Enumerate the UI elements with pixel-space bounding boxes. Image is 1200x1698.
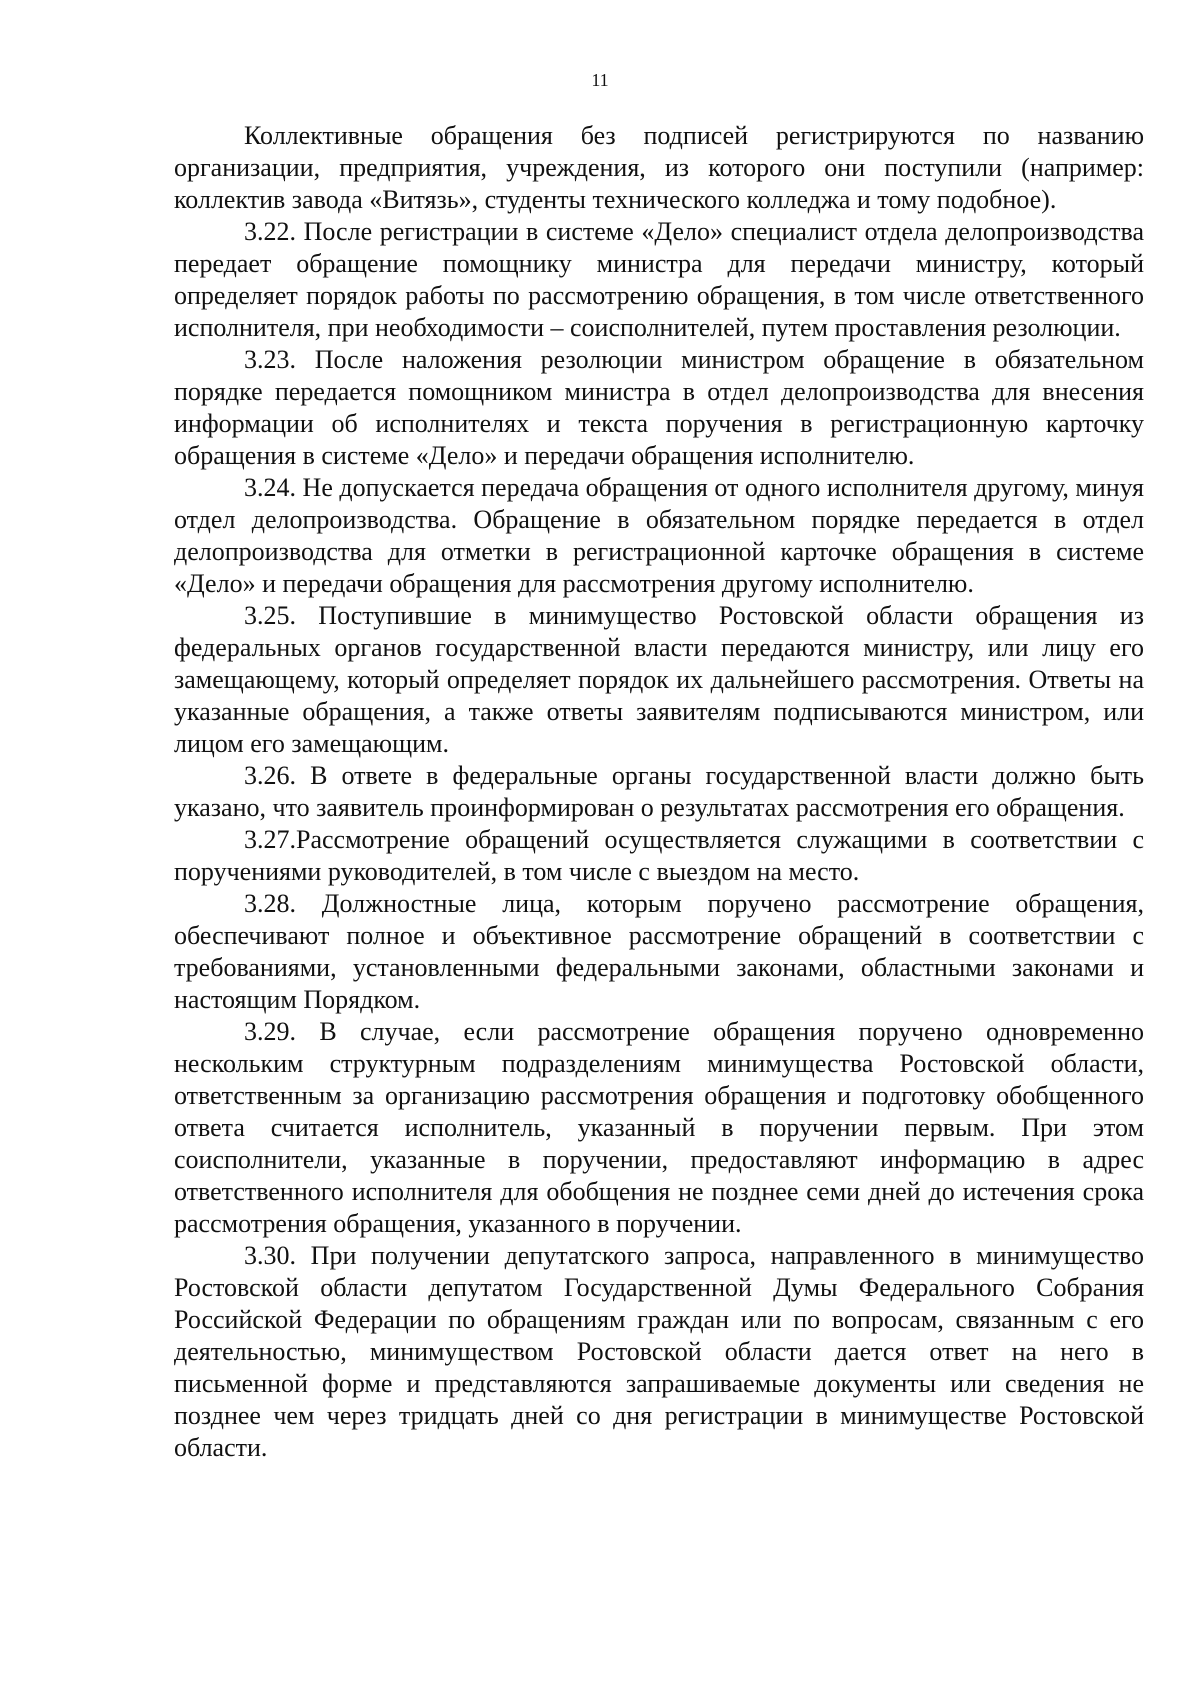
paragraph-collective-appeals: Коллективные обращения без подписей регистрируются по названию организации, предприятия, учреждения, из которого они поступили (например: коллектив завода «Витязь», студенты технического колледжа и тому подобное).	[174, 121, 1144, 214]
document-body	[174, 120, 1144, 1464]
paragraph-3-24: 3.24. Не допускается передача обращения от одного исполнителя другому, минуя отдел делопроизводства. Обращение в обязательном порядке передается в отдел делопроизводства для отметки в регистрационной карточке обращения в системе «Дело» и передачи обращения для рассмотрения другому исполнителю.	[174, 473, 1144, 598]
paragraph-3-25: 3.25. Поступившие в минимущество Ростовской области обращения из федеральных органов государственной власти передаются министру, или лицу его замещающему, который определяет порядок их дальнейшего рассмотрения. Ответы на указанные обращения, а также ответы заявителям подписываются министром, или лицом его замещающим.	[174, 601, 1144, 758]
page-number: 11	[591, 70, 609, 90]
paragraph-3-28: 3.28. Должностные лица, которым поручено рассмотрение обращения, обеспечивают полное и объективное рассмотрение обращений в соответствии с требованиями, установленными федеральными законами, областными законами и настоящим Порядком.	[174, 889, 1144, 1014]
paragraph-3-27: 3.27.Рассмотрение обращений осуществляется служащими в соответствии с поручениями руководителей, в том числе с выездом на место.	[174, 825, 1144, 886]
paragraph-3-30: 3.30. При получении депутатского запроса, направленного в минимущество Ростовской области депутатом Государственной Думы Федерального Собрания Российской Федерации по обращениям граждан или по вопросам, связанным с его деятельностью, минимуществом Ростовской области дается ответ на него в письменной форме и представляются запрашиваемые документы или сведения не позднее чем через тридцать дней со дня регистрации в минимуществе Ростовской области.	[174, 1241, 1144, 1462]
paragraph-3-26: 3.26. В ответе в федеральные органы государственной власти должно быть указано, что заявитель проинформирован о результатах рассмотрения его обращения.	[174, 761, 1144, 822]
paragraph-3-22: 3.22. После регистрации в системе «Дело» специалист отдела делопроизводства передает обращение помощнику министра для передачи министру, который определяет порядок работы по рассмотрению обращения, в том числе ответственного исполнителя, при необходимости – соисполнителей, путем проставления резолюции.	[174, 217, 1144, 342]
paragraph-3-23: 3.23. После наложения резолюции министром обращение в обязательном порядке передается помощником министра в отдел делопроизводства для внесения информации об исполнителях и текста поручения в регистрационную карточку обращения в системе «Дело» и передачи обращения исполнителю.	[174, 345, 1144, 470]
paragraph-3-29: 3.29. В случае, если рассмотрение обращения поручено одновременно нескольким структурным подразделениям минимущества Ростовской области, ответственным за организацию рассмотрения обращения и подготовку обобщенного ответа считается исполнитель, указанный в поручении первым. При этом соисполнители, указанные в поручении, предоставляют информацию в адрес ответственного исполнителя для обобщения не позднее семи дней до истечения срока рассмотрения обращения, указанного в поручении.	[174, 1017, 1144, 1238]
